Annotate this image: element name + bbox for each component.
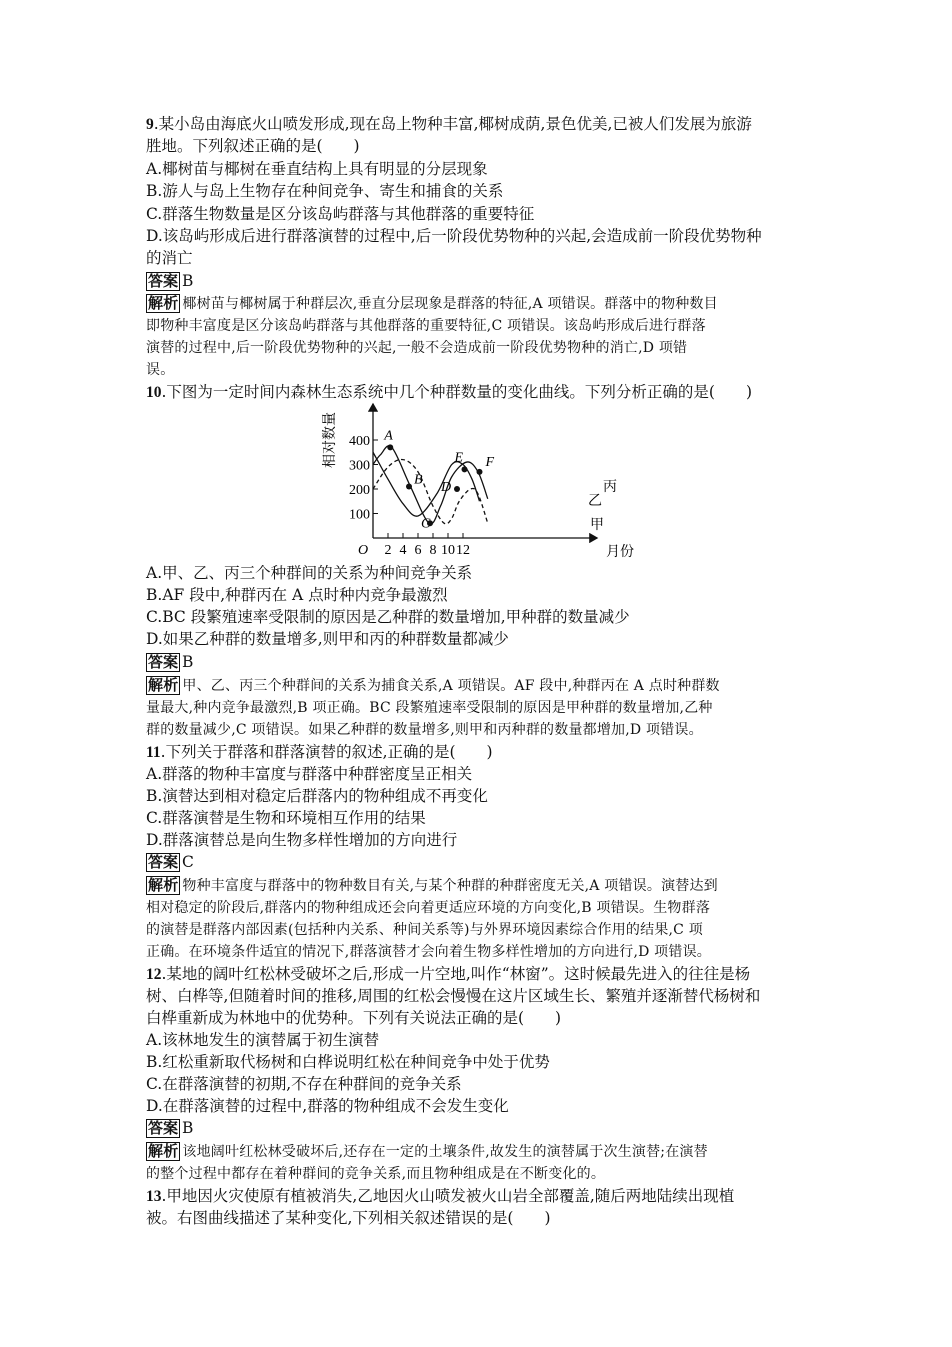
y-tick-label: 200 [349,483,370,498]
x-axis-label: 月份 [606,545,634,560]
q10-analysis-line2: 量最大,种内竞争最激烈,B 项正确。BC 段繁殖速率受限制的原因是甲种群的数量增加,乙种 [146,700,713,716]
series-label-bing: 丙 [603,480,617,495]
y-tick-label: 400 [349,434,370,449]
x-tick-label: 4 [399,543,407,558]
q11-analysis-line2: 相对稳定的阶段后,群落内的物种组成还会向着更适应环境的方向变化,B 项错误。生物群落 [146,900,711,916]
analysis-tag: 解析 [148,676,179,694]
y-tick-label: 100 [349,507,370,523]
q9-analysis-line4: 误。 [146,362,175,378]
series-line-bing [373,446,488,524]
series-label-yi: 乙 [588,494,602,509]
point-label-e: E [454,450,464,466]
q12-answer [146,1118,193,1138]
series-line-yi [373,452,480,516]
point-f [477,469,483,475]
q11-option-b: B.演替达到相对稳定后群落内的物种组成不再变化 [146,787,488,805]
q10-option-c: C.BC 段繁殖速率受限制的原因是乙种群的数量增加,甲种群的数量减少 [146,608,630,626]
q12-analysis-line1: 解析 该地阔叶红松林受破坏后,还存在一定的土壤条件,故发生的演替属于次生演替;在演替 [148,1142,708,1160]
point-label-b: B [414,472,423,488]
q10-option-d: D.如果乙种群的数量增多,则甲和丙的种群数量都减少 [146,630,509,648]
x-tick-label: 10 [441,543,455,558]
q12-number: 12 [146,966,162,983]
x-tick-label: 6 [414,543,422,558]
point-b [406,484,412,490]
q10-stem: 10.下图为一定时间内森林生态系统中几个种群数量的变化曲线。下列分析正确的是( ) [146,383,753,401]
q9-number: 9 [146,116,154,133]
q10-option-b: B.AF 段中,种群丙在 A 点时种内竞争最激烈 [146,586,448,604]
y-axis-label: 相对数量 [323,412,338,468]
q10-number: 10 [146,384,162,401]
q9-option-d: D.该岛屿形成后进行群落演替的过程中,后一阶段优势物种的兴起,会造成前一阶段优势物种 [146,227,762,245]
q9-option-a: A.椰树苗与椰树在垂直结构上具有明显的分层现象 [146,160,488,178]
q11-number: 11 [146,744,161,761]
q11-analysis-line1: 解析 物种丰富度与群落中的物种数目有关,与某个种群的种群密度无关,A 项错误。演替达到 [148,876,718,894]
q12-stem-line1: 12.某地的阔叶红松林受破坏之后,形成一片空地,叫作“林窗”。这时候最先进入的往往是杨 [146,965,751,983]
answer-tag: 答案 [148,853,179,871]
q10-answer-value: B [182,653,194,671]
point-a [387,444,393,450]
q12-stem-line3: 白桦重新成为林地中的优势种。下列有关说法正确的是( ) [146,1009,562,1027]
q11-option-c: C.群落演替是生物和环境相互作用的结果 [146,809,426,827]
population-chart [320,398,640,563]
q12-option-a: A.该林地发生的演替属于初生演替 [146,1031,380,1049]
q9-stem-line2: 胜地。下列叙述正确的是( ) [146,137,360,155]
analysis-tag: 解析 [148,876,179,894]
series-line-jia [373,459,488,523]
y-tick-label: 300 [349,458,370,474]
q10-answer [146,652,193,672]
q12-stem-line2: 树、白桦等,但随着时间的推移,周围的红松会慢慢在这片区域生长、繁殖并逐渐替代杨树和 [146,987,761,1005]
point-label-d: D [441,480,452,495]
q9-analysis-line3: 演替的过程中,后一阶段优势物种的兴起,一般不会造成前一阶段优势物种的消亡,D 项错 [146,340,688,356]
q12-option-d: D.在群落演替的过程中,群落的物种组成不会发生变化 [146,1097,509,1115]
x-tick-label: 2 [384,543,392,558]
q10-analysis-line3: 群的数量减少,C 项错误。如果乙种群的数量增多,则甲和丙种群的数量都增加,D 项错误。 [146,722,703,738]
q9-answer [146,271,193,291]
analysis-tag: 解析 [148,1142,179,1160]
q12-option-b: B.红松重新取代杨树和白桦说明红松在种间竞争中处于优势 [146,1053,550,1071]
q10-option-a: A.甲、乙、丙三个种群间的关系为种间竞争关系 [146,564,473,582]
q9-answer-value: B [182,272,194,290]
point-label-a: A [384,428,393,444]
q11-answer-value: C [182,853,194,871]
q12-answer-value: B [182,1119,194,1137]
q9-stem-line1: 9.某小岛由海底火山喷发形成,现在岛上物种丰富,椰树成荫,景色优美,已被人们发展为旅游 [146,115,752,133]
q11-answer [146,852,194,872]
answer-tag: 答案 [148,1119,179,1137]
q9-analysis-line1: 解析 椰树苗与椰树属于种群层次,垂直分层现象是群落的特征,A 项错误。群落中的物种数目 [148,294,718,312]
q11-analysis-line4: 正确。在环境条件适宜的情况下,群落演替才会向着生物多样性增加的方向进行,D 项错误。 [146,944,711,960]
x-tick-label: 12 [456,543,470,558]
q12-option-c: C.在群落演替的初期,不存在种群间的竞争关系 [146,1075,462,1093]
q13-stem-line1: 13.甲地因火灾使原有植被消失,乙地因火山喷发被火山岩全部覆盖,随后两地陆续出现植 [146,1187,735,1205]
q9-option-c: C.群落生物数量是区分该岛屿群落与其他群落的重要特征 [146,205,535,223]
analysis-tag: 解析 [148,294,179,312]
q11-analysis-line3: 的演替是群落内部因素(包括种内关系、种间关系等)与外界环境因素综合作用的结果,C 项 [146,922,703,938]
x-tick-label: 8 [429,543,437,558]
point-label-c: C [421,516,431,532]
q12-analysis-line2: 的整个过程中都存在着种群间的竞争关系,而且物种组成是在不断变化的。 [146,1166,606,1182]
point-d [454,486,460,492]
series-label-jia: 甲 [590,518,604,533]
q13-stem-line2: 被。右图曲线描述了某种变化,下列相关叙述错误的是( ) [146,1209,551,1227]
answer-tag: 答案 [148,272,179,290]
point-e [462,466,468,472]
origin-label: O [358,543,369,558]
q9-analysis-line2: 即物种丰富度是区分该岛屿群落与其他群落的重要特征,C 项错误。该岛屿形成后进行群落 [146,318,706,334]
q9-option-b: B.游人与岛上生物存在种间竞争、寄生和捕食的关系 [146,182,504,200]
answer-tag: 答案 [148,653,179,671]
point-label-f: F [485,454,495,470]
q9-option-d-cont: 的消亡 [146,249,193,267]
q13-number: 13 [146,1188,162,1205]
q10-analysis-line1: 解析 甲、乙、丙三个种群间的关系为捕食关系,A 项错误。AF 段中,种群丙在 A 点时种群数 [148,676,720,694]
q11-option-a: A.群落的物种丰富度与群落中种群密度呈正相关 [146,765,473,783]
q11-option-d: D.群落演替总是向生物多样性增加的方向进行 [146,831,458,849]
q11-stem: 11.下列关于群落和群落演替的叙述,正确的是( ) [146,743,493,761]
